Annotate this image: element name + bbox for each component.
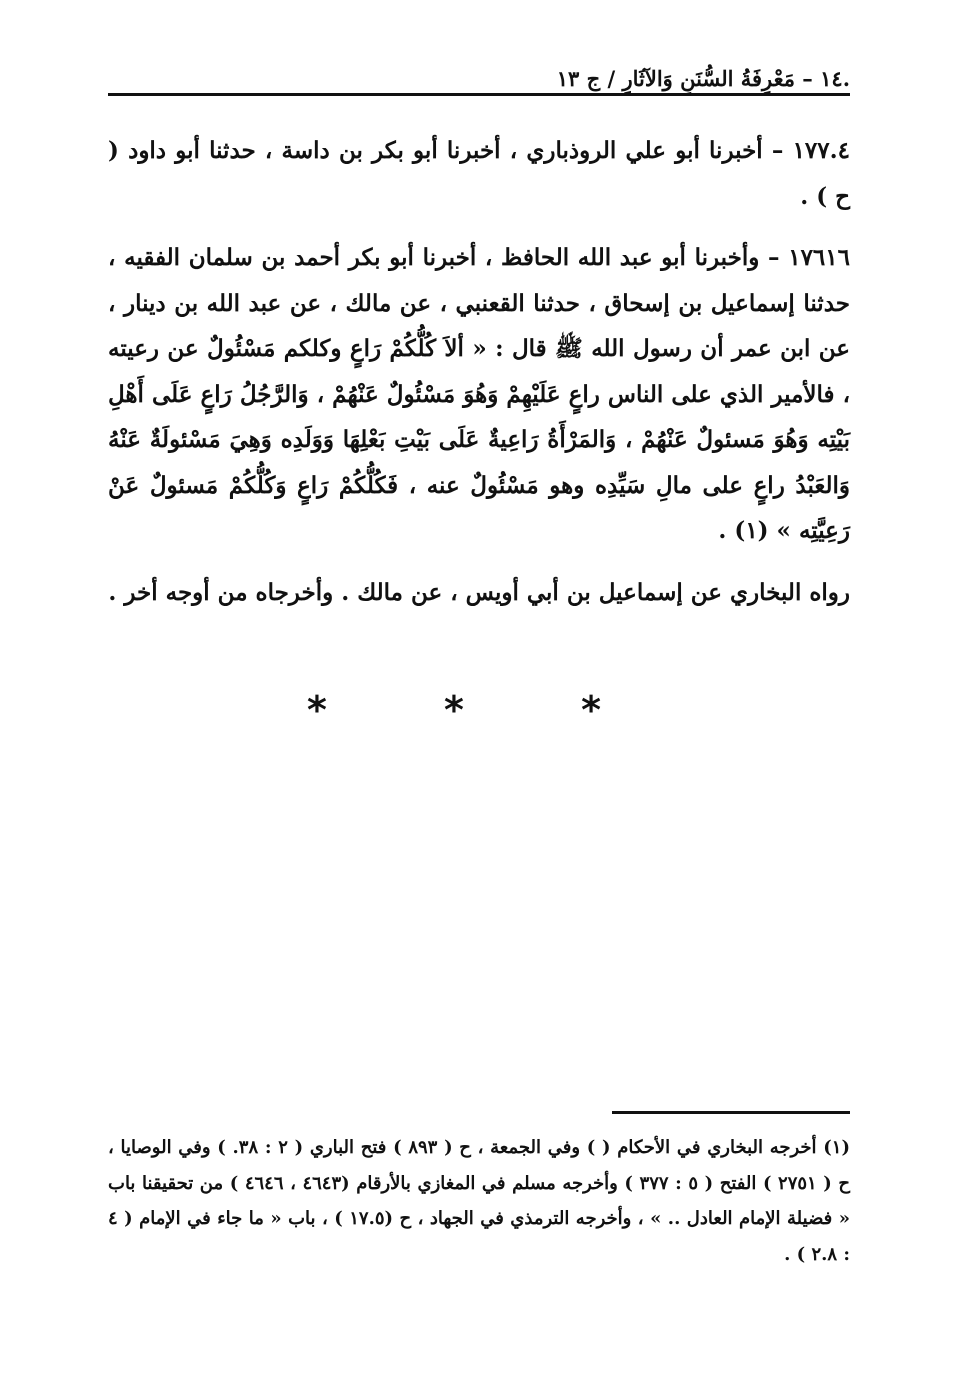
header-rule — [108, 93, 850, 96]
section-separator: * * * — [306, 688, 654, 732]
main-text — [108, 128, 850, 615]
running-head-text: .١٤ – مَعْرِفَةُ السُّنَنِ وَالآثَارِ / ج ١٣ — [549, 66, 850, 91]
footnotes — [108, 1130, 850, 1272]
footnote-1: (١) أخرجه البخاري في الأحكام ( ) وفي الجمعة ، ح ( ٨٩٣ ) فتح الباري ( ٢ : ٣٨. ) وفي الوصايا ، ح ( ٢٧٥١ ) الفتح ( ٥ : ٣٧٧ ) وأخرجه مسلم في المغازي بالأرقام (٤٦٤٣ ، ٤٦٤٦ ) من تحقيقنا باب « فضيلة الإمام العادل .. » ، وأخرجه الترمذي في الجهاد ، ح (١٧.٥ ) ، باب « ما جاء في الإمام ( ٤ : ٢.٨ ) . — [108, 1137, 851, 1265]
narration-note-paragraph: رواه البخاري عن إسماعيل بن أبي أويس ، عن مالك . وأخرجاه من أوجه أخر . — [108, 578, 850, 606]
running-head — [108, 62, 850, 100]
hadith-paragraph-17616: ١٧٦١٦ – وأخبرنا أبو عبد الله الحافظ ، أخبرنا أبو بكر أحمد بن سلمان الفقيه ، حدثنا إسماعيل بن إسحاق ، حدثنا القعنبي ، عن مالك ، عن عبد الله بن دينار ، عن ابن عمر أن رسول الله ﷺ قال : « ألاَ كُلُّكُمْ رَاعٍ وكلكم مَسْئُولٌ عن رعيته ، فالأمير الذي على الناس راعٍ عَلَيْهِمْ وَهُوَ مَسْئُولٌ عَنْهُمْ ، وَالرَّجُلُ رَاعٍ عَلَى أَهْلِ بَيْتِه وَهُوَ مَسئولٌ عَنْهُمْ ، وَالمَرْأَةُ رَاعِيةٌ عَلَى بَيْتِ بَعْلِهَا وَوَلَدِه وَهِيَ مَسْئولَةٌ عَنْهُ وَالعَبْدُ راعٍ على مالِ سَيِّدِه وهو مَسْئُولٌ عنه ، فَكُلُّكُمْ رَاعٍ وَكُلُّكُمْ مَسئولٌ عَنْ رَعِيَّتِه » (١) . — [108, 244, 850, 544]
hadith-paragraph-17704: ١٧٧.٤ – أخبرنا أبو علي الروذباري ، أخبرنا أبو بكر بن داسة ، حدثنا أبو داود ( ح ) . — [108, 137, 850, 210]
footnote-rule — [612, 1111, 850, 1114]
